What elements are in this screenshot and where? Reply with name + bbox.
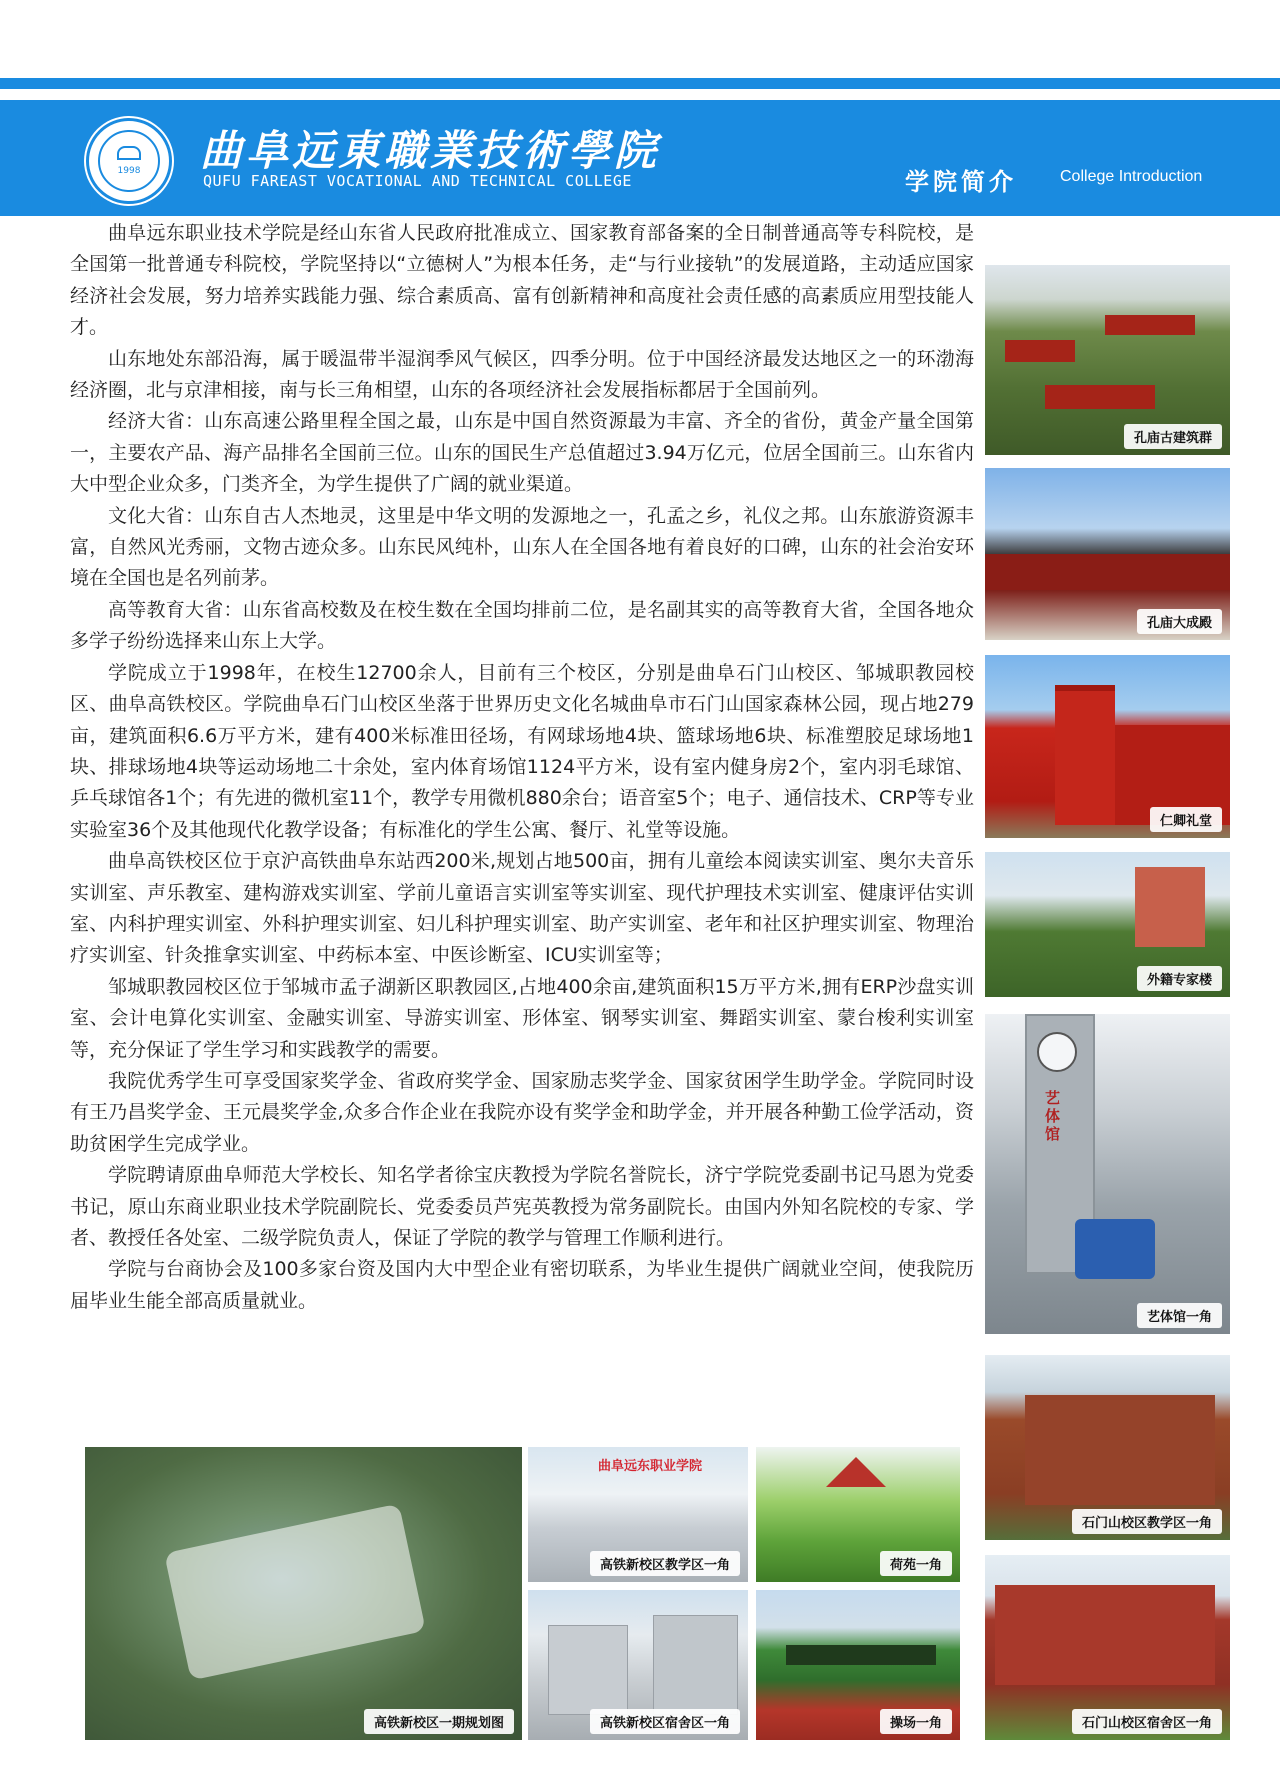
- pavilion-icon: [826, 1457, 886, 1487]
- paragraph: 曲阜远东职业技术学院是经山东省人民政府批准成立、国家教育部备案的全日制普通高等专科院校，是全国第一批普通专科院校，学院坚持以“立德树人”为根本任务，走“与行业接轨”的发展道路，主动适应国家经济社会发展，努力培养实践能力强、综合素质高、富有创新精神和高度社会责任感的高素质应用型技能人才。: [70, 222, 974, 339]
- assembly-crowd: [786, 1645, 936, 1665]
- intro-text: [70, 218, 974, 1317]
- logo-emblem-icon: [98, 130, 160, 192]
- building-shape: [548, 1625, 628, 1715]
- students-group: [1075, 1219, 1155, 1279]
- photo-caption: 艺体馆一角: [1137, 1303, 1222, 1328]
- photo-renqing-auditorium: [985, 655, 1230, 838]
- paragraph: 邹城职教园校区位于邹城市孟子湖新区职教园区,占地400余亩,建筑面积15万平方米,拥有ERP沙盘实训室、会计电算化实训室、金融实训室、导游实训室、形体室、钢琴实训室、舞蹈实训室、蒙台梭利实训室等，充分保证了学生学习和实践教学的需要。: [70, 975, 974, 1061]
- roof-shape: [1045, 385, 1155, 409]
- school-name-en: QUFU FAREAST VOCATIONAL AND TECHNICAL COLLEGE: [203, 172, 632, 190]
- book-icon: [117, 146, 141, 160]
- photo-shimenshan-teaching-area: [985, 1355, 1230, 1540]
- paragraph: 曲阜高铁校区位于京沪高铁曲阜东站西200米,规划占地500亩，拥有儿童绘本阅读实训室、奥尔夫音乐实训室、声乐教室、建构游戏实训室、学前儿童语言实训室等实训室、现代护理技术实训室、健康评估实训室、内科护理实训室、外科护理实训室、妇儿科护理实训室、助产实训室、老年和社区护理实训室、物理治疗实训室、针灸推拿实训室、中药标本室、中医诊断室、ICU实训室等；: [70, 850, 974, 967]
- photo-caption: 高铁新校区一期规划图: [364, 1709, 514, 1734]
- photo-arts-sports-hall: [985, 1014, 1230, 1334]
- top-stripe: [0, 78, 1280, 89]
- paragraph: 我院优秀学生可享受国家奖学金、省政府奖学金、国家励志奖学金、国家贫困学生助学金。学院同时设有王乃昌奖学金、王元晨奖学金,众多合作企业在我院亦设有奖学金和助学金，并开展各种勤工俭学活动，资助贫困学生完成学业。: [70, 1069, 974, 1155]
- building-shape: [995, 1585, 1215, 1685]
- photo-lotus-garden: [756, 1447, 960, 1582]
- school-logo: [86, 118, 172, 204]
- roof-shape: [1005, 340, 1075, 362]
- paragraph: 学院聘请原曲阜师范大学校长、知名学者徐宝庆教授为学院名誉院长，济宁学院党委副书记马恩为党委书记，原山东商业职业技术学院副院长、党委委员芦宪英教授为常务副院长。由国内外知名院校的专家、学者、教授任各处室、二级学院负责人，保证了学院的教学与管理工作顺利进行。: [70, 1164, 974, 1249]
- school-name-cn: 曲阜远東職業技術學院: [200, 126, 661, 175]
- clock-icon: [1037, 1032, 1077, 1072]
- logo-year: 1998: [117, 166, 141, 176]
- building-shape: [653, 1615, 738, 1715]
- photo-caption: 石门山校区宿舍区一角: [1072, 1709, 1222, 1734]
- photo-caption: 高铁新校区宿舍区一角: [590, 1709, 740, 1734]
- hall-columns: [985, 554, 1230, 590]
- paragraph: 文化大省：山东自古人杰地灵，这里是中华文明的发源地之一，孔孟之乡，礼仪之邦。山东旅游资源丰富，自然风光秀丽，文物古迹众多。山东民风纯朴，山东人在全国各地有着良好的口碑，山东的社会治安环境在全国也是名列前茅。: [70, 504, 974, 590]
- photo-gaotie-dormitory-area: [528, 1590, 748, 1740]
- photo-gaotie-teaching-area: [528, 1447, 748, 1582]
- photo-caption: 仁卿礼堂: [1150, 807, 1222, 832]
- photo-caption: 高铁新校区教学区一角: [590, 1551, 740, 1576]
- photo-caption: 石门山校区教学区一角: [1072, 1509, 1222, 1534]
- section-title-cn: 学院简介: [905, 168, 1017, 196]
- section-title-en: College Introduction: [1060, 168, 1203, 185]
- photo-caption: 荷苑一角: [880, 1551, 952, 1576]
- auditorium-tower: [1055, 685, 1115, 825]
- hall-sign: 艺体馆: [1045, 1089, 1061, 1143]
- plan-buildings: [164, 1503, 426, 1680]
- photo-caption: 孔庙大成殿: [1137, 609, 1222, 634]
- photo-foreign-experts-building: [985, 852, 1230, 997]
- photo-caption: 外籍专家楼: [1137, 966, 1222, 991]
- paragraph: 高等教育大省：山东省高校数及在校生数在全国均排前二位，是名副其实的高等教育大省，全国各地众多学子纷纷选择来山东上大学。: [70, 598, 974, 653]
- photo-campus-masterplan: [85, 1447, 522, 1740]
- photo-confucius-temple-complex: [985, 265, 1230, 455]
- header-banner: [0, 100, 1280, 216]
- building-shape: [1025, 1395, 1215, 1505]
- paragraph: 经济大省：山东高速公路里程全国之最，山东是中国自然资源最为丰富、齐全的省份，黄金产量全国第一，主要农产品、海产品排名全国前三位。山东的国民生产总值超过3.94万亿元，位居全国前三。山东省内大中型企业众多，门类齐全，为学生提供了广阔的就业渠道。: [70, 410, 974, 496]
- photo-caption: 孔庙古建筑群: [1124, 424, 1222, 449]
- paragraph: 学院与台商协会及100多家台资及国内大中型企业有密切联系，为毕业生提供广阔就业空间，使我院历届毕业生能全部高质量就业。: [70, 1258, 974, 1312]
- photo-caption: 操场一角: [880, 1709, 952, 1734]
- photo-dacheng-hall: [985, 468, 1230, 640]
- building-sign: 曲阜远东职业学院: [598, 1459, 703, 1474]
- paragraph: 山东地处东部沿海，属于暖温带半湿润季风气候区，四季分明。位于中国经济最发达地区之一的环渤海经济圈，北与京津相接，南与长三角相望，山东的各项经济社会发展指标都居于全国前列。: [70, 347, 974, 402]
- photo-shimenshan-dormitory-area: [985, 1555, 1230, 1740]
- photo-sports-field: [756, 1590, 960, 1740]
- paragraph: 学院成立于1998年，在校生12700余人，目前有三个校区，分别是曲阜石门山校区、邹城职教园校区、曲阜高铁校区。学院曲阜石门山校区坐落于世界历史文化名城曲阜市石门山国家森林公园，现占地279亩，建筑面积6.6万平方米，建有400米标准田径场，有网球场地4块、篮球场地6块、标准塑胶足球场地1块、排球场地4块等运动场地二十余处，室内体育场馆1124平方米，设有室内健身房2个，室内羽毛球馆、乒乓球馆各1个；有先进的微机室11个，教学专用微机880余台；语音室5个；电子、通信技术、CRP等专业实验室36个及其他现代化教学设备；有标准化的学生公寓、餐厅、礼堂等设施。: [70, 661, 974, 841]
- roof-shape: [1105, 315, 1195, 335]
- building-shape: [1135, 867, 1205, 947]
